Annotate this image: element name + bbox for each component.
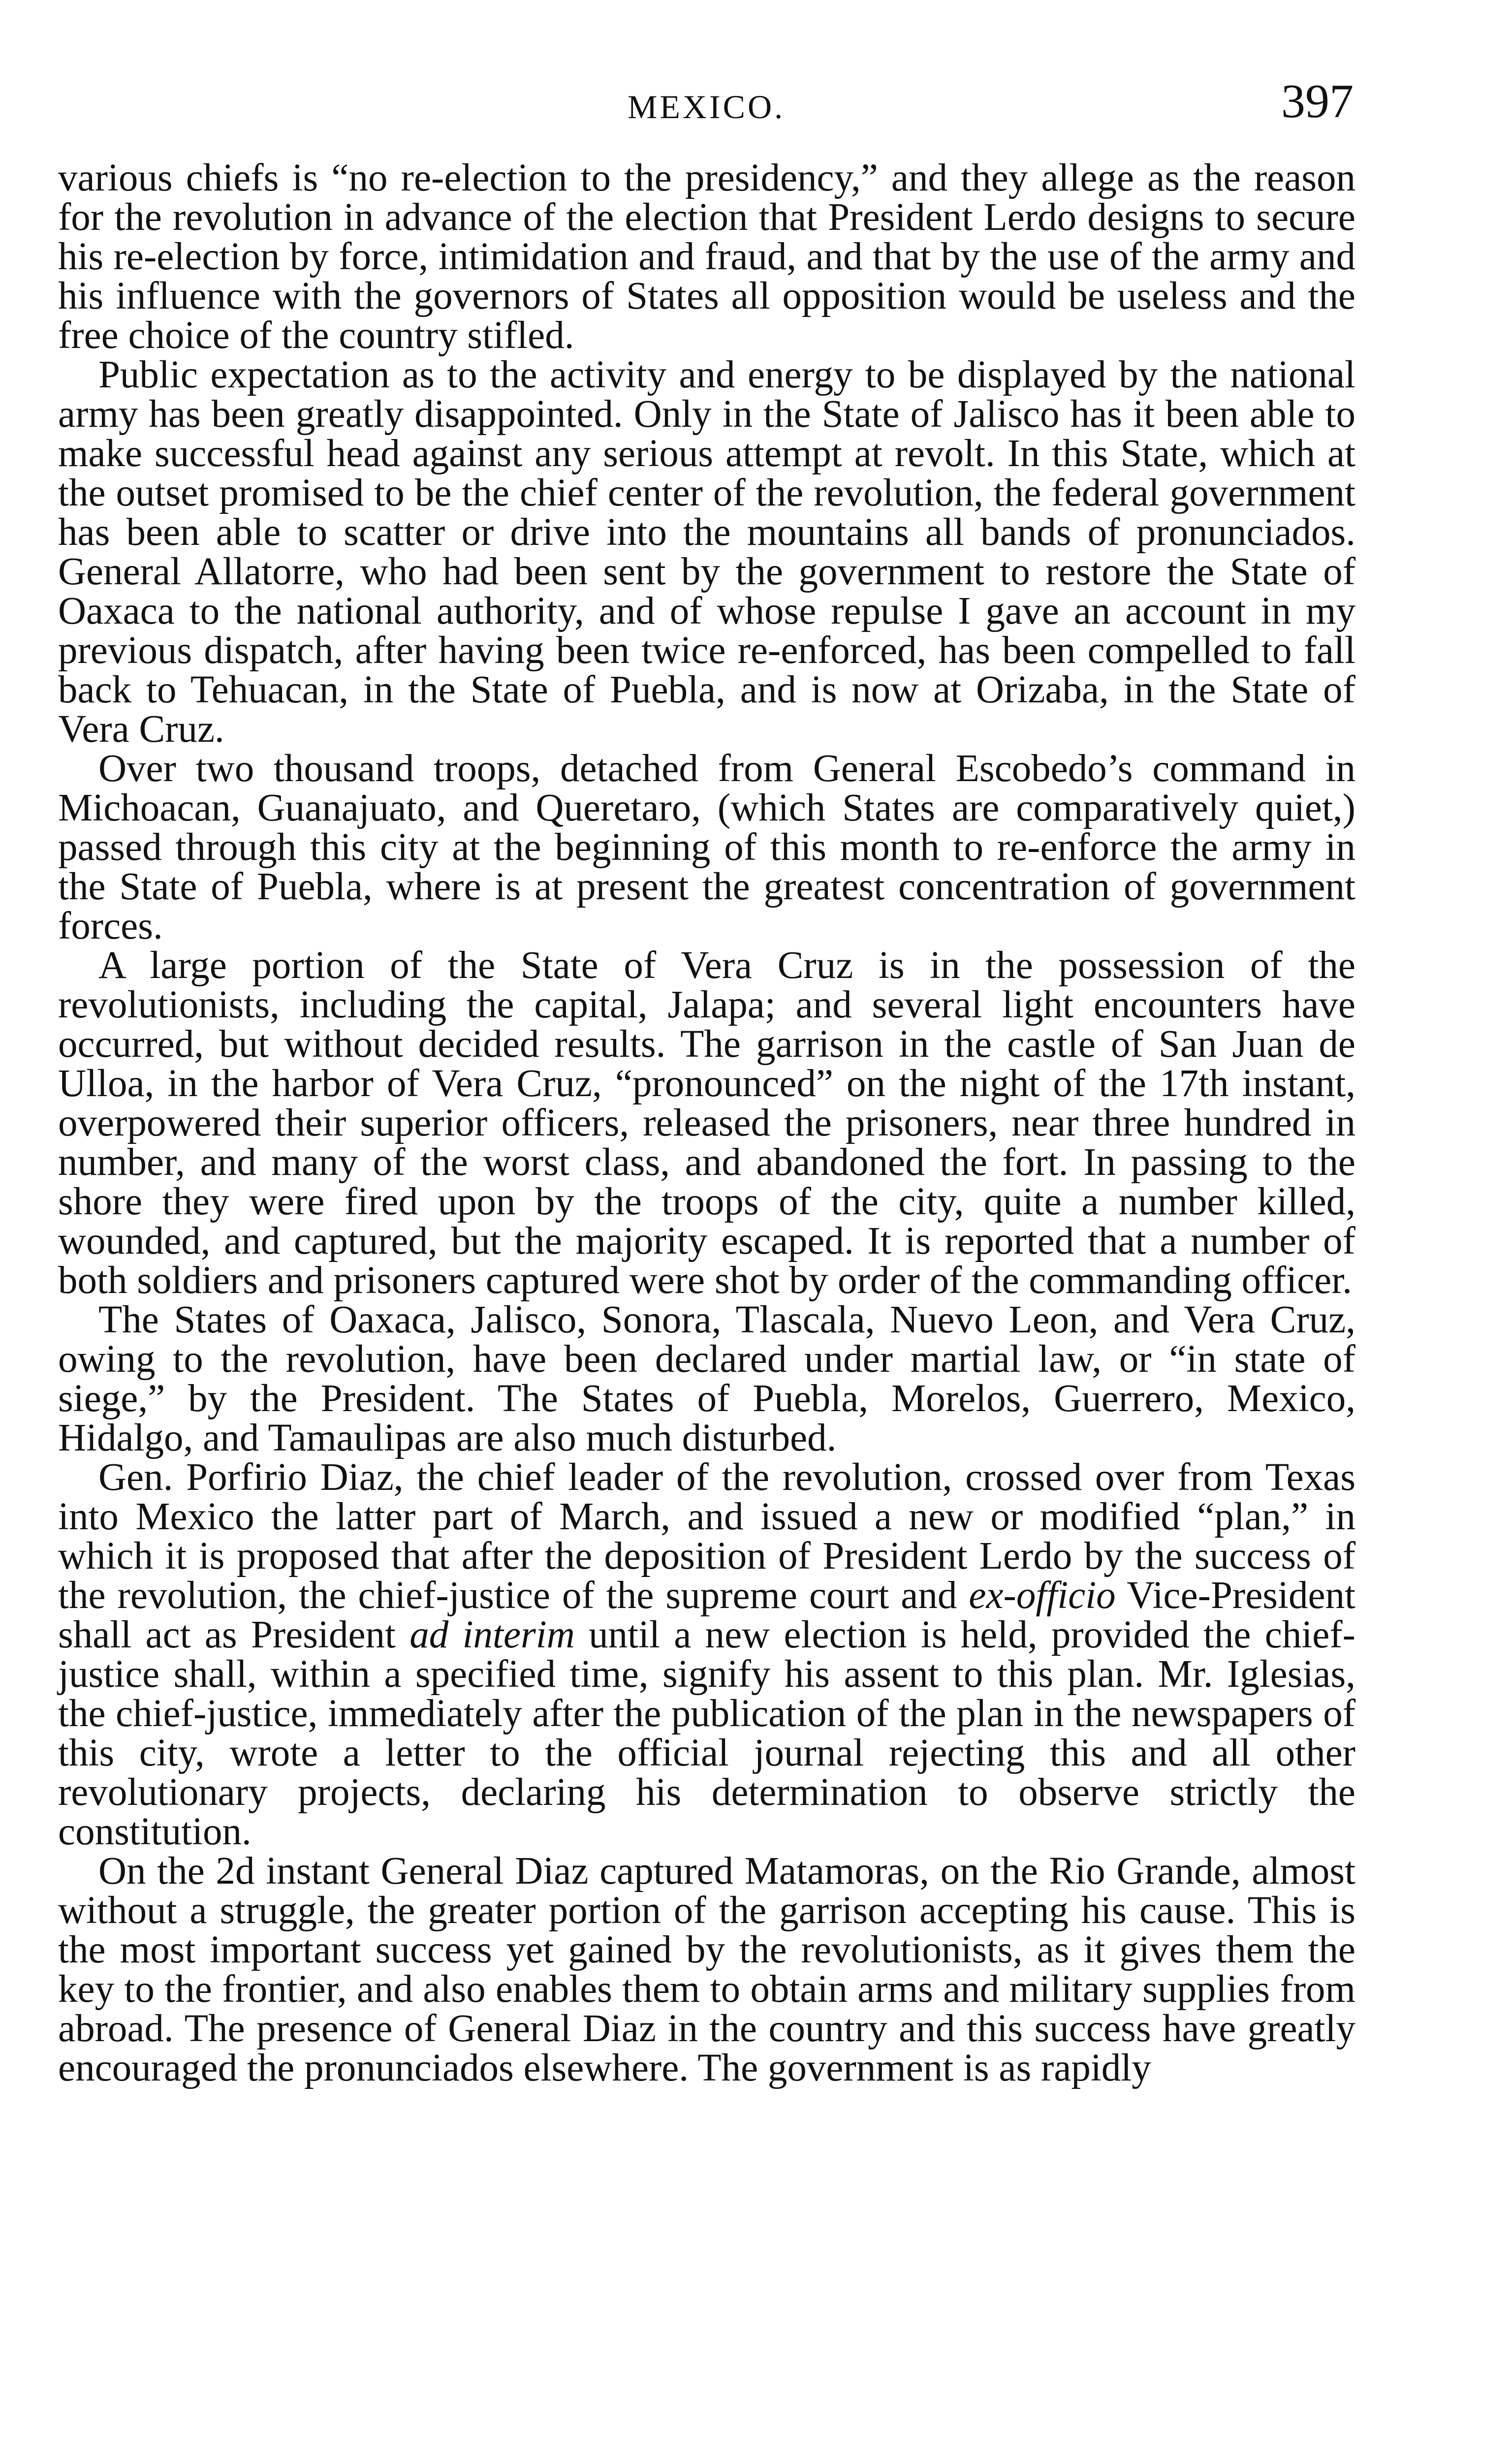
- paragraph: On the 2d instant General Diaz captured Matamoras, on the Rio Grande, almost without a struggle, the greater portion of the garrison accepting his cause. This is the most important success yet gained by the revolutionists, as it gives them the key to the frontier, and also enables them to obtain arms and military supplies from abroad. The presence of General Diaz in the country and this success have greatly encouraged the pronunciados elsewhere. The government is as rapidly: [58, 1850, 1355, 2089]
- paragraph: The States of Oaxaca, Jalisco, Sonora, Tlascala, Nuevo Leon, and Vera Cruz, owing to the revolution, have been declared under martial law, or “in state of siege,” by the President. The States of Puebla, Morelos, Guerrero, Mexico, Hidalgo, and Tamaulipas are also much disturbed.: [58, 1298, 1355, 1459]
- paragraph-continued: various chiefs is “no re-election to the presidency,” and they allege as the reason for the revolution in advance of the election that President Lerdo designs to secure his re-election by force, intimidation and fraud, and that by the use of the army and his influence with the governors of States all opposition would be useless and the free choice of the country stifled.: [58, 157, 1355, 357]
- page-title: MEXICO.: [627, 88, 786, 126]
- text-segment: Vice-President shall act as President: [58, 1574, 1355, 1656]
- paragraph: A large portion of the State of Vera Cruz is in the possession of the revolutionists, including the capital, Jalapa; and several light encounters have occurred, but without decided results. The garrison in the castle of San Juan de Ulloa, in the harbor of Vera Cruz, “pronounced” on the night of the 17th instant, overpowered their superior officers, released the prisoners, near three hundred in number, and many of the worst class, and abandoned the fort. In passing to the shore they were fired upon by the troops of the city, quite a number killed, wounded, and captured, but the majority escaped. It is reported that a number of both soldiers and prisoners captured were shot by order of the commanding officer.: [58, 944, 1355, 1302]
- italic-term: ex-officio: [969, 1574, 1116, 1617]
- body-text: [58, 158, 1355, 2088]
- text-segment: Gen. Porfirio Diaz, the chief leader of the revolution, crossed over from Texas into Mexico the latter part of March, and issued a new or modified “plan,” in which it is proposed that after the deposition of President Lerdo by the success of the revolution, the chief-justice of the supreme court and: [58, 1456, 1355, 1617]
- text-segment: until a new election is held, provided the chief-justice shall, within a specified time, signify his assent to this plan. Mr. Iglesias, the chief-justice, immediately after the publication of the plan in the newspapers of this city, wrote a letter to the official journal rejecting this and all other revolutionary projects, declaring his determination to observe strictly the constitution.: [58, 1613, 1355, 1853]
- paragraph: Public expectation as to the activity and energy to be displayed by the national army has been greatly disappointed. Only in the State of Jalisco has it been able to make successful head against any serious attempt at revolt. In this State, which at the outset promised to be the chief center of the revolution, the federal government has been able to scatter or drive into the mountains all bands of pronunciados. General Allatorre, who had been sent by the government to restore the State of Oaxaca to the national authority, and of whose repulse I gave an account in my previous dispatch, after having been twice re-enforced, has been compelled to fall back to Tehuacan, in the State of Puebla, and is now at Orizaba, in the State of Vera Cruz.: [58, 353, 1355, 751]
- paragraph: [58, 1458, 1355, 1852]
- italic-term: ad interim: [410, 1613, 575, 1656]
- page-number: 397: [1281, 75, 1354, 128]
- running-head: [59, 74, 1354, 133]
- paragraph: Over two thousand troops, detached from General Escobedo’s command in Michoacan, Guanajuato, and Queretaro, (which States are comparatively quiet,) passed through this city at the beginning of this month to re-enforce the army in the State of Puebla, where is at present the greatest concentration of government forces.: [58, 747, 1355, 947]
